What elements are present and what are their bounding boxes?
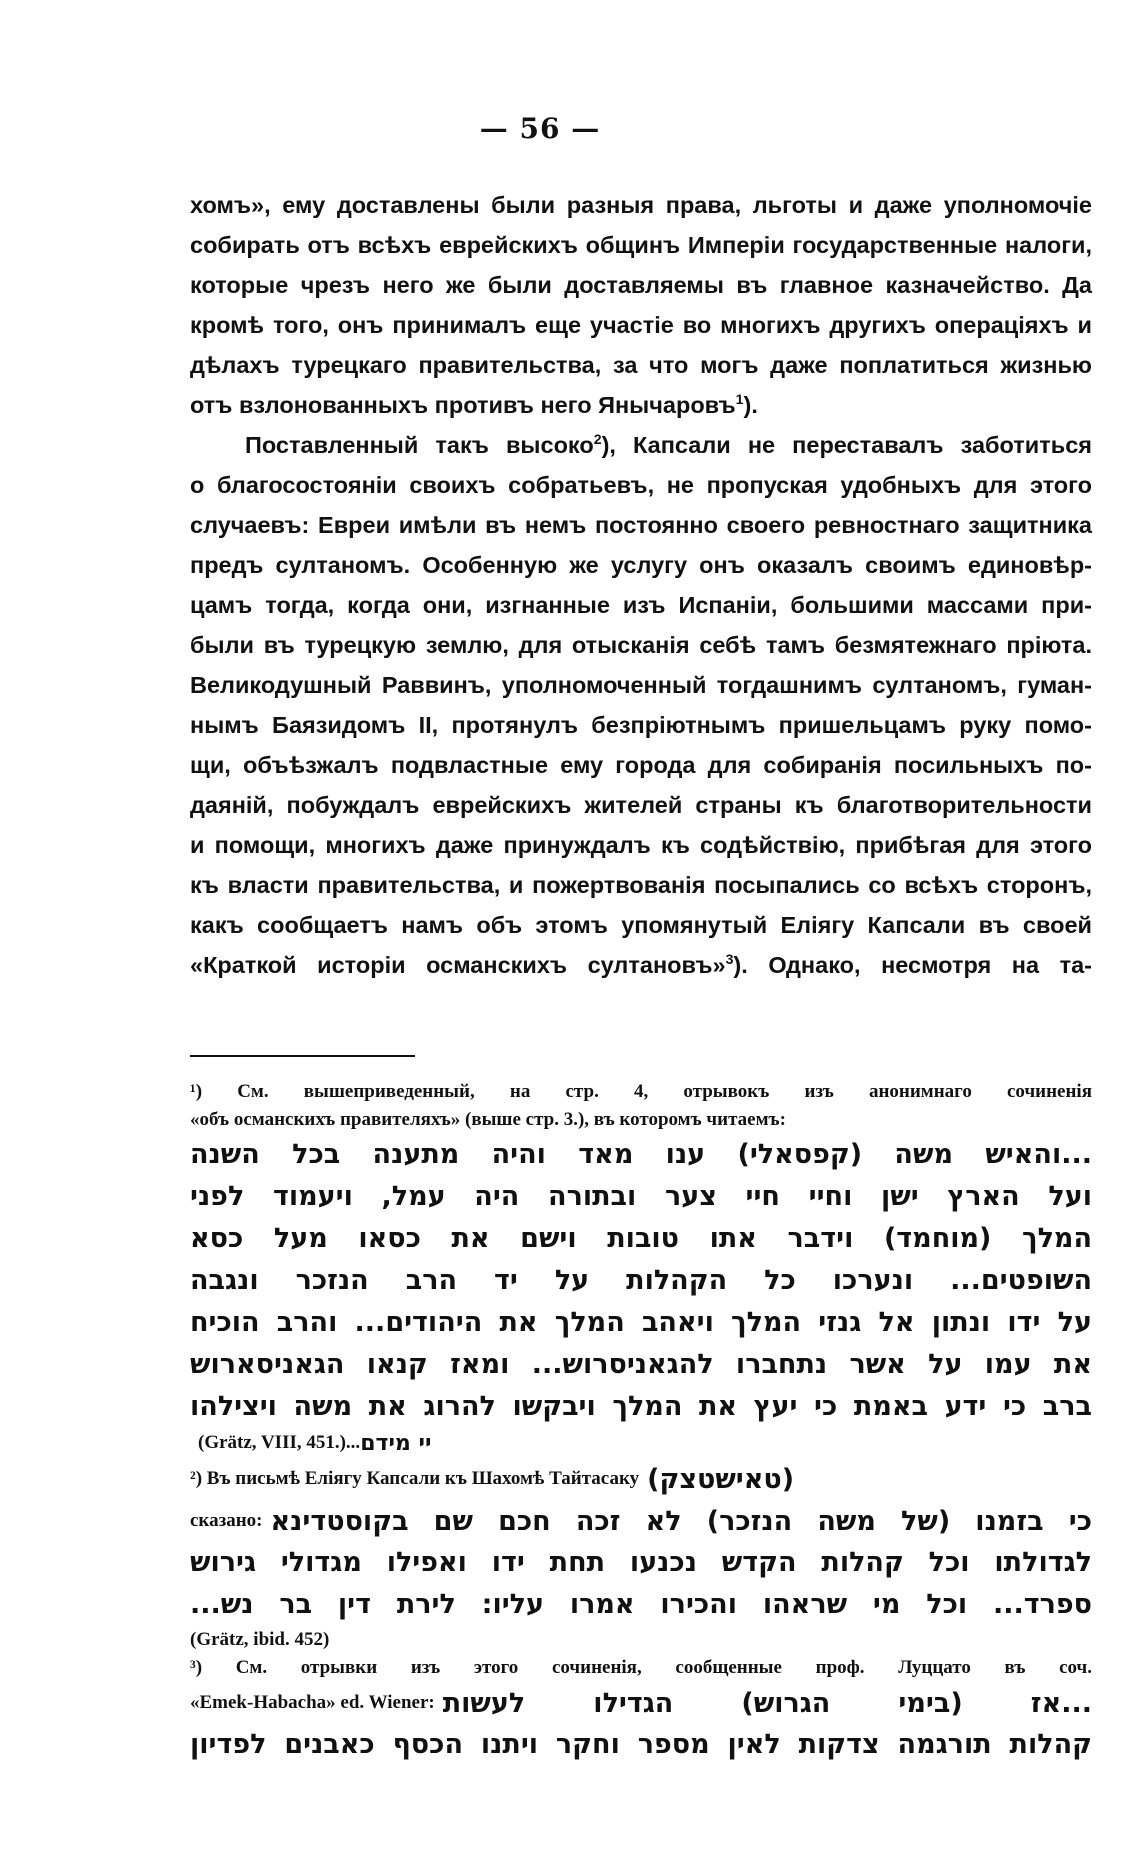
text-line-tail: ). Однако, несмотря на та- xyxy=(733,952,1093,978)
text-line xyxy=(190,545,1092,585)
text-line xyxy=(190,185,1092,225)
footnote-1-citation-line xyxy=(190,1428,1092,1458)
footnote-3-hebrew-line: ...אז (בימי הגרוש) הגדילו לעשות xyxy=(442,1687,1092,1719)
text-line xyxy=(190,905,1092,945)
footnote-1-hebrew-line: השופטים... ונערכו כל הקהלות על יד הרב הנזכר ונגבה xyxy=(190,1265,1092,1296)
footnote-2-hebrew-line: כי בזמנו (של משה הנזכר) לא זכה חכם שם בקוסטדינא xyxy=(270,1505,1092,1537)
text-line xyxy=(190,625,1092,665)
footnote-1-hebrew-line: ...והאיש משה (קפסאלי) ענו מאד והיה מתענה בכל השנה xyxy=(190,1139,1092,1170)
text-line xyxy=(190,705,1092,745)
text-line-content: даяній, побуждалъ еврейскихъ жителей страны къ благотворительности xyxy=(190,792,1092,818)
footnote-separator xyxy=(190,1055,415,1057)
text-line-content: отъ взлонованныхъ противъ него Янычаровъ xyxy=(190,392,736,418)
text-line xyxy=(190,585,1092,625)
footnote-3-text: «Emek-Habacha» ed. Wiener: xyxy=(190,1692,435,1713)
text-line xyxy=(190,305,1092,345)
page-number: — 56 — xyxy=(479,112,601,145)
text-line-content: цамъ тогда, когда они, изгнанные изъ Испаніи, большими массами при- xyxy=(190,592,1092,618)
footnote-1-hebrew-line: ועל הארץ ישן וחיי חיי צער ובתורה היה עמל, ויעמוד לפני xyxy=(190,1181,1092,1212)
footnote-reference: 2 xyxy=(593,431,602,448)
text-line xyxy=(190,385,1092,425)
footnote-2-citation: (Grätz, ibid. 452) xyxy=(190,1629,330,1650)
text-line-content: дѣлахъ турецкаго правительства, за что могъ даже поплатиться жизнью xyxy=(190,352,1092,378)
text-line xyxy=(190,945,1092,985)
text-line xyxy=(190,345,1092,385)
text-line-content: были въ турецкую землю, для отысканія себѣ тамъ безмятежнаго пріюта. xyxy=(190,632,1092,658)
text-line xyxy=(190,825,1092,865)
text-line-tail: ), Капсали не переставалъ заботиться xyxy=(601,432,1092,458)
footnote-1-line: ¹) См. вышеприведенный, на стр. 4, отрывокъ изъ анонимнаго сочиненія xyxy=(190,1081,1092,1102)
footnotes xyxy=(190,1078,1092,1766)
footnote-2-hebrew-name: (טאישטצק) xyxy=(647,1463,795,1495)
footnote-2-line xyxy=(190,1458,1092,1500)
main-text xyxy=(190,185,1092,985)
text-line xyxy=(190,265,1092,305)
text-line-content: «Краткой исторіи османскихъ султановъ» xyxy=(190,952,726,978)
text-line xyxy=(190,785,1092,825)
footnote-reference: 3 xyxy=(725,951,734,968)
text-line xyxy=(190,425,1092,465)
text-line-content: кромѣ того, онъ принималъ еще участіе во многихъ другихъ операціяхъ и xyxy=(190,312,1092,338)
footnote-2-line xyxy=(190,1500,1092,1542)
text-line xyxy=(190,225,1092,265)
text-line-content: которые чрезъ него же были доставляемы въ главное казначейство. Да xyxy=(190,272,1092,298)
footnote-1-citation: (Grätz, VIII, 451.)... xyxy=(198,1432,361,1453)
footnote-3-line xyxy=(190,1682,1092,1724)
footnote-2-text: сказано: xyxy=(190,1510,263,1531)
footnote-2-hebrew-line: ספרד... וכל מי שראהו והכירו אמרו עליו: לירת דין בר נש... xyxy=(190,1589,1092,1620)
footnote-1-line: «объ османскихъ правителяхъ» (выше стр. 3.), въ которомъ читаемъ: xyxy=(190,1109,786,1130)
footnote-1-hebrew-line: על ידו ונתון אל גנזי המלך ויאהב המלך את היהודים... והרב הוכיח xyxy=(190,1307,1092,1338)
footnote-1-hebrew-line: המלך (מוחמד) וידבר אתו טובות וישם את כסאו מעל כסא xyxy=(190,1223,1092,1254)
footnote-1-hebrew-line: את עמו על אשר נתחברו להגאניסרוש... ומאז קנאו הגאניסארוש xyxy=(190,1349,1092,1380)
text-line-content: и помощи, многихъ даже принуждалъ къ содѣйствію, прибѣгая для этого xyxy=(190,832,1092,858)
text-line-content: о благосостояніи своихъ собратьевъ, не пропуская удобныхъ для этого xyxy=(190,472,1092,498)
text-line-content: Великодушный Раввинъ, уполномоченный тогдашнимъ султаномъ, гуман- xyxy=(190,672,1092,698)
text-line-content: какъ сообщаетъ намъ объ этомъ упомянутый Еліягу Капсали въ своей xyxy=(190,912,1092,938)
text-line xyxy=(190,865,1092,905)
footnote-1-hebrew-tail: יי מידם xyxy=(360,1430,432,1456)
text-line-content: предъ султаномъ. Особенную же услугу онъ оказалъ своимъ единовѣр- xyxy=(190,552,1092,578)
text-line-content: нымъ Баязидомъ II, протянулъ безпріютнымъ пришельцамъ руку помо- xyxy=(190,712,1092,738)
footnote-2-hebrew-line: לגדולתו וכל קהלות הקדש נכנעו תחת ידו ואפילו מגדולי גירוש xyxy=(190,1547,1092,1578)
footnote-1-hebrew-line: ברב כי ידע באמת כי יעץ את המלך ויבקשו להרוג את משה ויצילהו xyxy=(190,1391,1092,1422)
text-line-content: случаевъ: Евреи имѣли въ немъ постоянно своего ревностнаго защитника xyxy=(190,512,1092,538)
text-line-content: щи, объѣзжалъ подвластные ему города для собиранія посильныхъ по- xyxy=(190,752,1092,778)
text-line xyxy=(190,665,1092,705)
text-line xyxy=(190,505,1092,545)
text-line-content: Поставленный такъ высоко xyxy=(245,432,594,458)
text-line xyxy=(190,465,1092,505)
footnote-reference: 1 xyxy=(735,391,744,408)
text-line xyxy=(190,745,1092,785)
footnote-3-hebrew-line: קהלות תורגמה צדקות לאין מספר וחקר ויתנו הכסף כאבנים לפדיון xyxy=(190,1729,1092,1760)
text-line-content: хомъ», ему доставлены были разныя права, льготы и даже уполномочіе xyxy=(190,192,1092,218)
footnote-3-line: ³) См. отрывки изъ этого сочиненія, сообщенные проф. Луццато въ соч. xyxy=(190,1657,1092,1678)
text-line-tail: ). xyxy=(743,392,758,418)
text-line-content: собирать отъ всѣхъ еврейскихъ общинъ Имперіи государственные налоги, xyxy=(190,232,1092,258)
footnote-2-text: ²) Въ письмѣ Еліягу Капсали къ Шахомѣ Тайтасаку xyxy=(190,1468,640,1489)
text-line-content: къ власти правительства, и пожертвованія посыпались со всѣхъ сторонъ, xyxy=(190,872,1092,898)
